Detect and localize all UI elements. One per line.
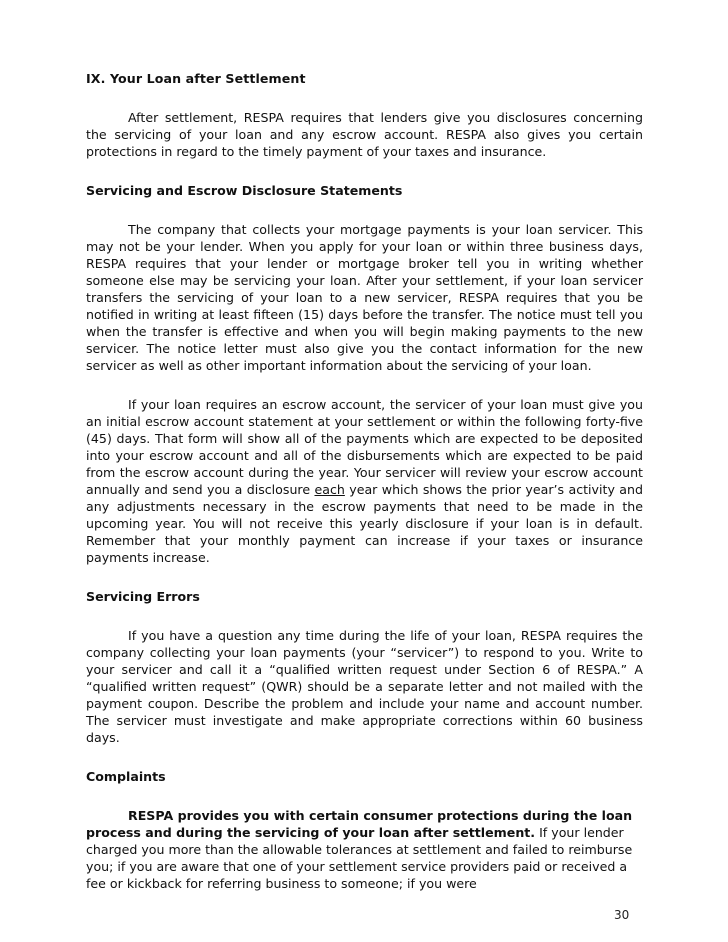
- escrow-text-2: year which shows the prior year’s activity and any adjustments necessary in the escrow payments that need to be made in the upcoming year. You will not receive this yearly disclosure if your loan is in default. Remember that your monthly payment can increase if your taxes or insurance payments increase.: [86, 482, 643, 565]
- errors-heading: Servicing Errors: [86, 589, 200, 604]
- servicing-heading: Servicing and Escrow Disclosure Statements: [86, 183, 403, 198]
- complaints-text: If your lender charged you more than the allowable tolerances at settlement and failed to reimburse you; if you are aware that one of your settlement service providers paid or received a fee or kickback for referring business to someone; if you were: [86, 825, 633, 891]
- intro-paragraph: After settlement, RESPA requires that lenders give you disclosures concerning the servicing of your loan and any escrow account. RESPA also gives you certain protections in regard to the timely payment of your taxes and insurance.: [86, 110, 643, 159]
- page-number: 30: [614, 908, 630, 922]
- document-page: [86, 70, 643, 892]
- servicer-paragraph: The company that collects your mortgage payments is your loan servicer. This may not be your lender. When you apply for your loan or within three business days, RESPA requires that your lender or mortgage broker tell you in writing whether someone else may be servicing your loan. After your settlement, if your loan servicer transfers the servicing of your loan to a new servicer, RESPA requires that you be notified in writing at least fifteen (15) days before the transfer. The notice must tell you when the transfer is effective and when you will begin making payments to the new servicer. The notice letter must also give you the contact information for the new servicer as well as other important information about the servicing of your loan.: [86, 222, 643, 373]
- errors-paragraph: If you have a question any time during the life of your loan, RESPA requires the company collecting your loan payments (your “servicer”) to respond to you. Write to your servicer and call it a “qualified written request under Section 6 of RESPA.” A “qualified written request” (QWR) should be a separate letter and not mailed with the payment coupon. Describe the problem and include your name and account number. The servicer must investigate and make appropriate corrections within 60 business days.: [86, 628, 643, 745]
- complaints-heading: Complaints: [86, 769, 166, 784]
- complaints-paragraph: [86, 807, 643, 892]
- section-title: IX. Your Loan after Settlement: [86, 71, 306, 86]
- complaints-bold-text: RESPA provides you with certain consumer protections during the loan process and during the servicing of your loan after settlement.: [86, 808, 633, 840]
- escrow-paragraph: [86, 396, 643, 566]
- escrow-underlined-word: each: [314, 482, 345, 497]
- escrow-text-1: If your loan requires an escrow account, the servicer of your loan must give you an initial escrow account statement at your settlement or within the following forty-five (45) days. That form will show all of the payments which are expected to be deposited into your escrow account and all of the disbursements which are expected to be paid from the escrow account during the year. Your servicer will review your escrow account annually and send you a disclosure: [86, 397, 643, 497]
